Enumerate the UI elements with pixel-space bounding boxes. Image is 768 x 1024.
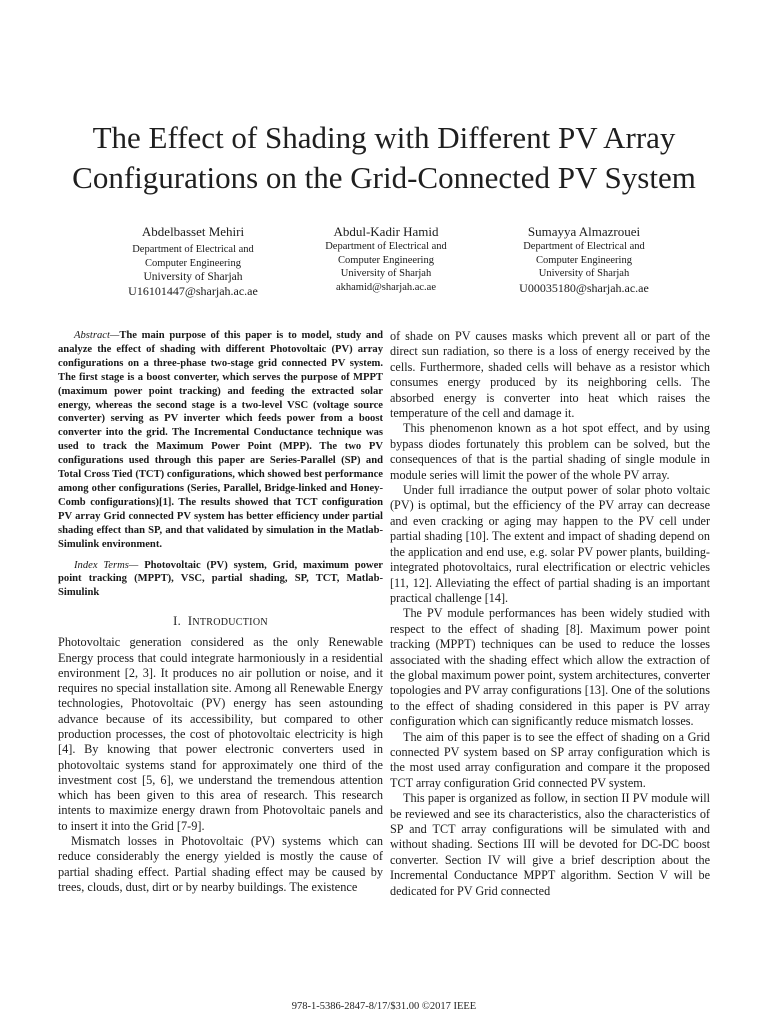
right-column — [390, 329, 710, 899]
paragraph: Under full irradiance the output power of solar photo voltaic (PV) is optimal, but the efficiency of the PV array can decrease and even cracking or aging may happen to the PV cell under partial shading [10]. The extent and impact of shading depend on the application and end use, e.g. solar PV power plants, building-integrated photovoltaics, rural electrification or electric vehicles [11, 12]. Alleviating the effect of partial shading is an important practical challenge [14]. — [390, 483, 710, 605]
paragraph: Mismatch losses in Photovoltaic (PV) systems which can reduce considerably the energy yielded is mostly the cause of partial shading effect. Partial shading effect may be caused by trees, clouds, dust, dirt or by nearby buildings. The existence — [58, 834, 383, 894]
author-email: U16101447@sharjah.ac.ae — [128, 284, 258, 298]
author-1 — [93, 224, 293, 299]
author-email: akhamid@sharjah.ac.ae — [335, 281, 437, 293]
section-heading-introduction — [58, 614, 383, 629]
paragraph: The PV module performances has been widely studied with respect to the effect of shading [8]. Maximum power point tracking (MPPT) techniques can be used to reduce the losses associated with the shading effect which allow the extraction of the global maximum power point, system architectures, converter topologies and PV array configurations [13]. One of the solutions to the effect of shading considered in this paper is PV array configuration which can significantly reduce mismatch losses. — [390, 606, 710, 729]
author-2 — [286, 224, 486, 294]
paragraph: This paper is organized as follow, in section II PV module will be reviewed and see its characteristics, also the characteristics of SP and TCT array configurations will be simulated with and without shading. Sections III will be devoted for DC-DC boost converter. Section IV will give a brief description about the Incremental Conductance MPPT algorithm. Section V will be dedicated for PV Grid connected — [390, 791, 710, 898]
author-university: University of Sharjah — [538, 268, 630, 279]
author-department: Department of Electrical and Computer Engineering — [523, 241, 645, 266]
paragraph: The aim of this paper is to see the effect of shading on a Grid connected PV system based on SP array configuration which is the most used array configuration and compare it the proposed TCT array configuration Grid connected PV system. — [390, 729, 710, 790]
abstract — [58, 329, 383, 552]
author-3 — [484, 224, 684, 296]
paragraph: Photovoltaic generation considered as the only Renewable Energy process that could integrate harmoniously in a residential environment [2, 3]. It produces no air pollution or noise, and it requires no special installation site. Among all Renewable Energy technologies, Photovoltaic (PV) energy has seen astounding advance because of its accessibility, but compared to other production processes, the cost of photovoltaic electricity is high [4]. By knowing that power electronic converters used in photovoltaic systems stand for approximately one third of the investment cost [5, 6], we understand the tremendous attention which has been given to this area of research. This research intents to maximize energy drawn from Photovoltaic panels and to insert it into the Grid [7-9]. — [58, 635, 383, 833]
author-university: University of Sharjah — [340, 268, 432, 279]
index-terms — [58, 559, 383, 601]
author-email: U00035180@sharjah.ac.ae — [519, 280, 649, 295]
author-name: Sumayya Almazrouei — [527, 224, 641, 239]
copyright-footer: 978-1-5386-2847-8/17/$31.00 ©2017 IEEE — [291, 1001, 477, 1012]
abstract-text: The main purpose of this paper is to model, study and analyze the effect of shading with different Photovoltaic (PV) array configurations on a three-phase two-stage grid connected PV system. The first stage is a boost converter, which serves the purpose of MPPT (maximum power point tracking) and feeding the extracted solar energy, whereas the second stage is a two-level VSC (voltage source converter) serving as PV inverter which feeds power from a boost converter into the grid. The Incremental Conductance technique was used to track the Maximum Power Point (MPP). The two PV configurations used through this paper are Series-Parallel (SP) and Total Cross Tied (TCT) configurations, which showed best performance among other configurations (Series, Parallel, Bridge-linked and Honey-Comb configurations)[1]. The results showed that TCT configuration PV array Grid connected PV system has better efficiency under partial shading effect than SP, and that validated by simulation in the Matlab-Simulink environment. — [58, 330, 383, 550]
paragraph: This phenomenon known as a hot spot effect, and by using bypass diodes fortunately this problem can be solved, but the consequences of that is the partial shading of single module in module series will limit the power of the whole PV array. — [390, 421, 710, 482]
left-column — [58, 329, 383, 895]
abstract-label: Abstract— — [74, 330, 120, 341]
author-department: Department of Electrical and Computer Engineering — [325, 241, 447, 266]
paper-title: The Effect of Shading with Different PV Array Configurations on the Grid-Connected PV System — [72, 120, 696, 195]
section-numeral: I. — [173, 614, 182, 629]
author-name: Abdul-Kadir Hamid — [333, 224, 439, 239]
index-terms-text: Photovoltaic (PV) system, Grid, maximum power point tracking (MPPT), VSC, partial shading, SP, TCT, Matlab-Simulink — [58, 559, 383, 599]
section-title-rest: NTRODUCTION — [192, 617, 268, 629]
section-title-initial: I — [187, 614, 193, 629]
index-terms-label: Index Terms— — [74, 559, 139, 571]
author-name: Abdelbasset Mehiri — [141, 224, 245, 239]
author-university: University of Sharjah — [143, 271, 243, 283]
paragraph: of shade on PV causes masks which prevent all or part of the direct sun radiation, so there is a loss of energy received by the cells. Furthermore, shaded cells will behave as a resistor which consumes energy produced by its neighboring cells. The absorbed energy is converter into heat which raises the temperature of the cell and damage it. — [390, 329, 710, 421]
author-department: Department of Electrical and Computer Engineering — [132, 244, 254, 269]
